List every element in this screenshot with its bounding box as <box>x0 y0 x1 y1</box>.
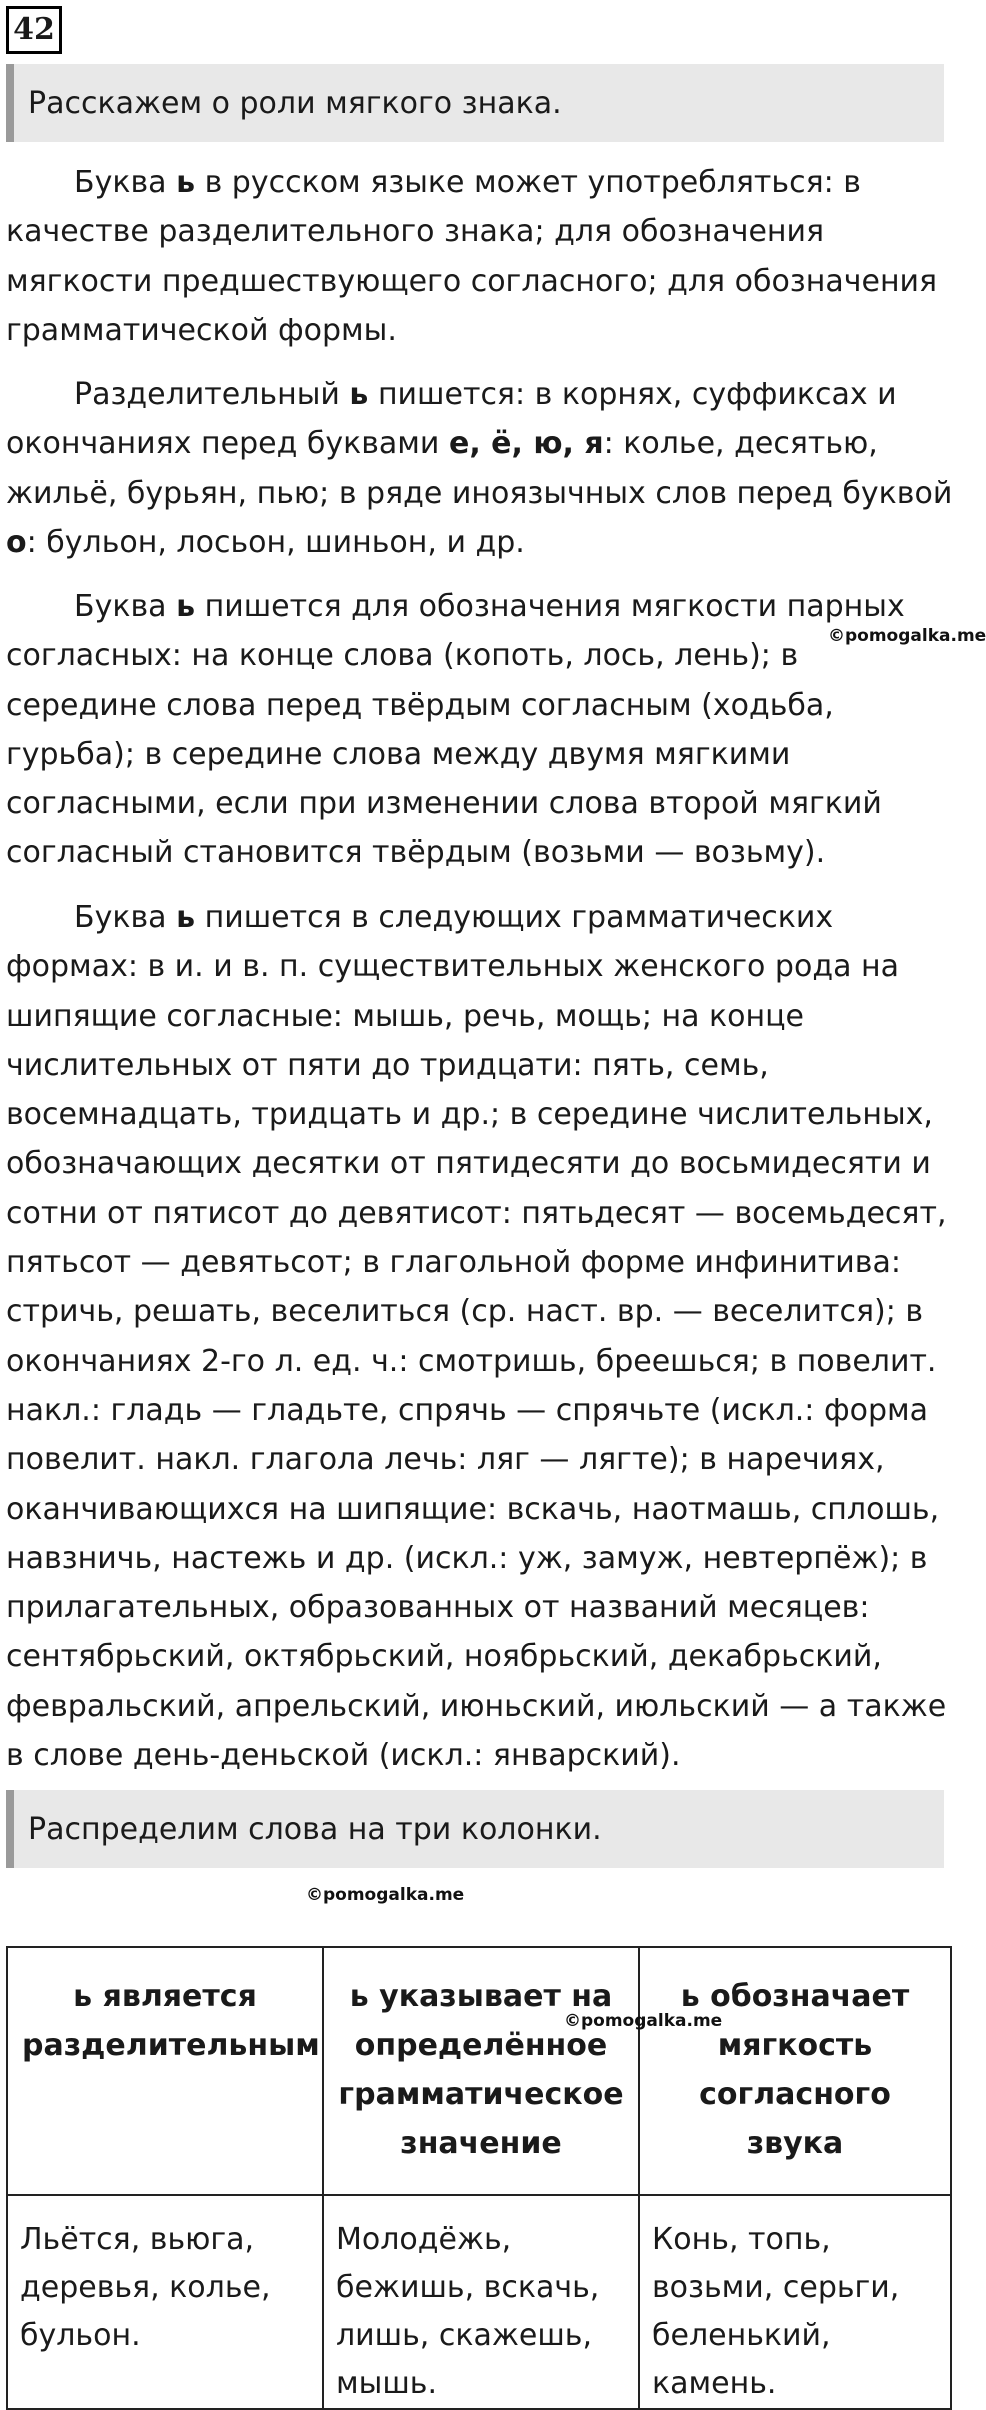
bold-term: е, ё, ю, я <box>448 426 604 462</box>
bold-term: ь <box>349 377 369 412</box>
bold-term: ь <box>176 900 196 935</box>
bold-term: ь <box>176 165 196 200</box>
intro-banner: Расскажем о роли мягкого знака. <box>6 64 944 142</box>
bold-term: ь <box>176 589 196 624</box>
cell-grammatical-words: Молодёжь, бежишь, вскачь, лишь, скажешь, мышь. <box>323 2195 639 2409</box>
task-number: 42 <box>6 6 62 54</box>
paragraph-separating-soft-sign: Разделительный ь пишется: в корнях, суффиксах и окончаниях перед буквами е, ё, ю, я: колье, десятью, жильё, бурьян, пью; в ряде иноязычных слов перед буквой о: бульон, лосьон, шиньон, и др. <box>6 377 953 560</box>
cell-softness-words: Конь, топь, возьми, серьги, беленький, камень. <box>639 2195 951 2409</box>
paragraph-softness-soft-sign: Буква ь пишется для обозначения мягкости парных согласных: на конце слова (копоть, лось, лень); в середине слова перед твёрдым согласным (ходьба, гурьба); в середине слова между двумя мягкими согласными, если при изменении слова второй мягкий согласный становится твёрдым (возьми — возьму). <box>6 589 905 871</box>
paragraph-soft-sign-uses: Буква ь в русском языке может употребляться: в качестве разделительного знака; для обозначения мягкости предшествующего согласного; для обозначения грамматической формы. <box>6 165 938 348</box>
header-softness: ь обозначает мягкость согласного звука <box>639 1947 951 2195</box>
cell-separating-words: Льётся, вьюга, деревья, колье, бульон. <box>7 2195 323 2409</box>
columns-banner: Распределим слова на три колонки. <box>6 1790 944 1868</box>
header-separating: ь является разделительным <box>7 1947 323 2195</box>
watermark: ©pomogalka.me <box>564 2011 723 2031</box>
watermark: ©pomogalka.me <box>828 626 986 646</box>
table-header-row <box>7 1947 951 2195</box>
soft-sign-table <box>6 1946 952 2410</box>
table-row <box>7 2195 951 2409</box>
header-grammatical: ь указывает на определённое грамматическое значение <box>323 1947 639 2195</box>
watermark: ©pomogalka.me <box>306 1885 465 1905</box>
bold-term: о <box>6 524 27 560</box>
paragraph-grammatical-soft-sign: Буква ь пишется в следующих грамматических формах: в и. и в. п. существительных женского рода на шипящие согласные: мышь, речь, мощь; на конце числительных от пяти до тридцати: пять, семь, восемнадцать, тридцать и др.; в середине числительных, обозначающих десятки от пятидесяти до восьмидесяти и сотни от пятисот до девятисот: пятьдесят — восемьдесят, пятьсот — девятьсот; в глагольной форме инфинитива: стричь, решать, веселиться (ср. наст. вр. — веселится); в окончаниях 2-го л. ед. ч.: смотришь, бреешься; в повелит. накл.: гладь — гладьте, спрячь — спрячьте (искл.: форма повелит. накл. глагола лечь: ляг — лягте); в наречиях, оканчивающихся на шипящие: вскачь, наотмашь, сплошь, навзничь, настежь и др. (искл.: уж, замуж, невтерпёж); в прилагательных, образованных от названий месяцев: сентябрьский, октябрьский, ноябрьский, декабрьский, февральский, апрельский, июньский, июльский — а также в слове день-деньской (искл.: январский). <box>6 900 947 1774</box>
